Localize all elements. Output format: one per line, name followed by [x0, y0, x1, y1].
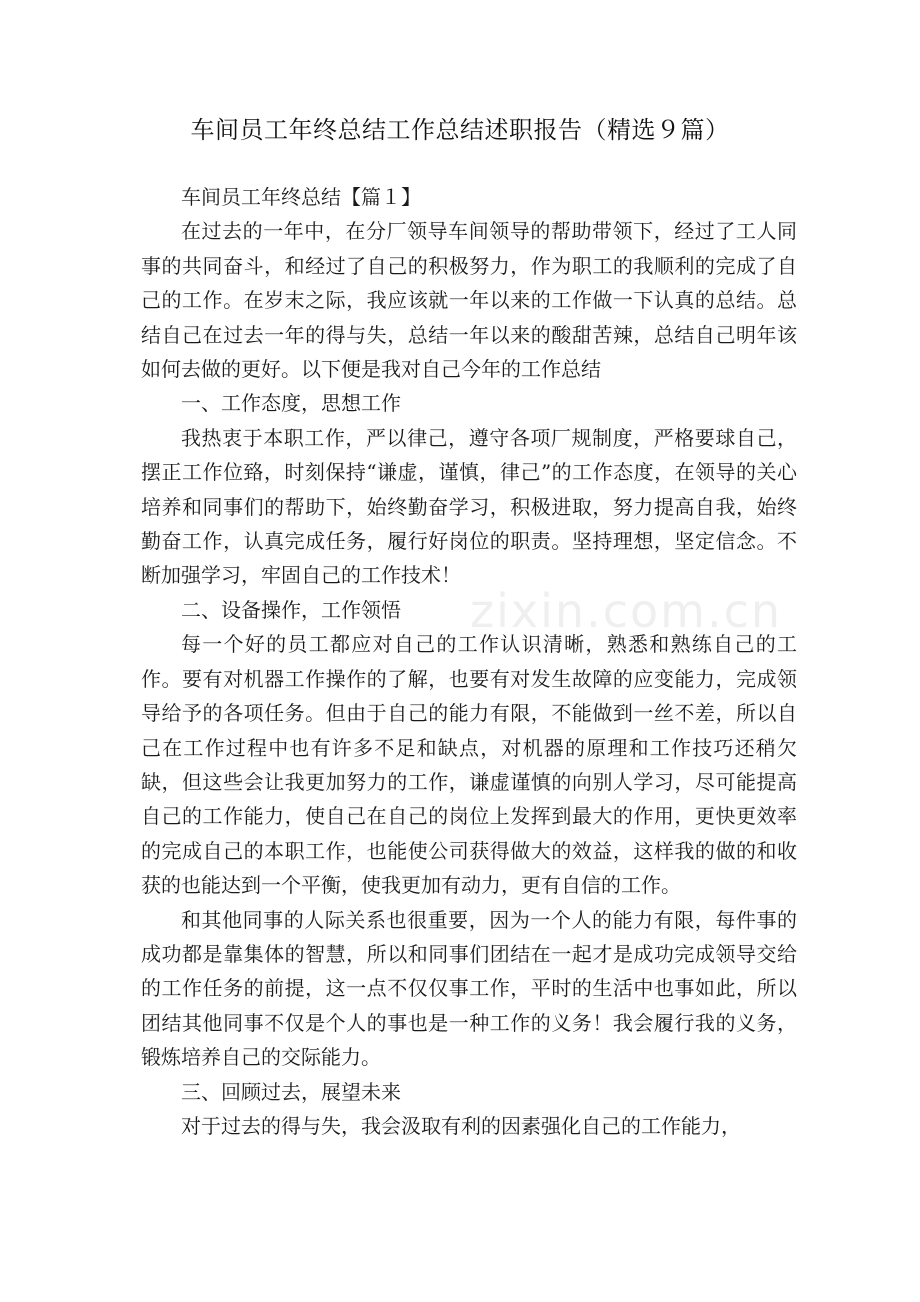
section-heading-equipment: 二、设备操作，工作领悟: [181, 597, 401, 622]
document-body: [141, 180, 797, 1143]
paragraph-intro: 在过去的一年中，在分厂领导车间领导的帮助带领下，经过了工人同事的共同奋斗，和经过了自己的积极努力，作为职工的我顺利的完成了自己的工作。在岁末之际，我应该就一年以来的工作做一下认真的总结。总结自己在过去一年的得与失，总结一年以来的酸甜苦辣，总结自己明年该如何去做的更好。以下便是我对自己今年的工作总结: [141, 219, 797, 382]
paragraph-relationships: 和其他同事的人际关系也很重要，因为一个人的能力有限，每件事的成功都是靠集体的智慧，所以和同事们团结在一起才是成功完成领导交给的工作任务的前提，这一点不仅仅事工作，平时的生活中也事如此，所以团结其他同事不仅是个人的事也是一种工作的义务！我会履行我的义务，锻炼培养自己的交际能力。: [141, 907, 797, 1070]
paragraph-attitude: 我热衷于本职工作，严以律己，遵守各项厂规制度，严格要球自己，摆正工作位臵，时刻保持“谦虚，谨慎，律己”的工作态度，在领导的关心培养和同事们的帮助下，始终勤奋学习，积极进取，努力提高自我，始终勤奋工作，认真完成任务，履行好岗位的职责。坚持理想，坚定信念。不断加强学习，牢固自己的工作技术！: [141, 425, 797, 588]
paragraph-equipment: 每一个好的员工都应对自己的工作认识清晰，熟悉和熟练自己的工作。要有对机器工作操作的了解，也要有对发生故障的应变能力，完成领导给予的各项任务。但由于自己的能力有限，不能做到一丝不差，所以自己在工作过程中也有许多不足和缺点，对机器的原理和工作技巧还稍欠缺，但这些会让我更加努力的工作，谦虚谨慎的向别人学习，尽可能提高自己的工作能力，使自己在自己的岗位上发挥到最大的作用，更快更效率的完成自己的本职工作，也能使公司获得做大的效益，这样我的做的和收获的也能达到一个平衡，使我更加有动力，更有自信的工作。: [141, 632, 797, 898]
section-heading-review: 三、回顾过去，展望未来: [181, 1079, 401, 1104]
paragraph-review: 对于过去的得与失，我会汲取有利的因素强化自己的工作能力，: [181, 1113, 741, 1138]
section-heading-attitude: 一、工作态度，思想工作: [181, 391, 401, 416]
section-heading-1: 车间员工年终总结【篇１】: [181, 185, 421, 209]
document-title: 车间员工年终总结工作总结述职报告（精选９篇）: [190, 116, 730, 144]
site-watermark: zixin.com.cn: [470, 584, 783, 638]
